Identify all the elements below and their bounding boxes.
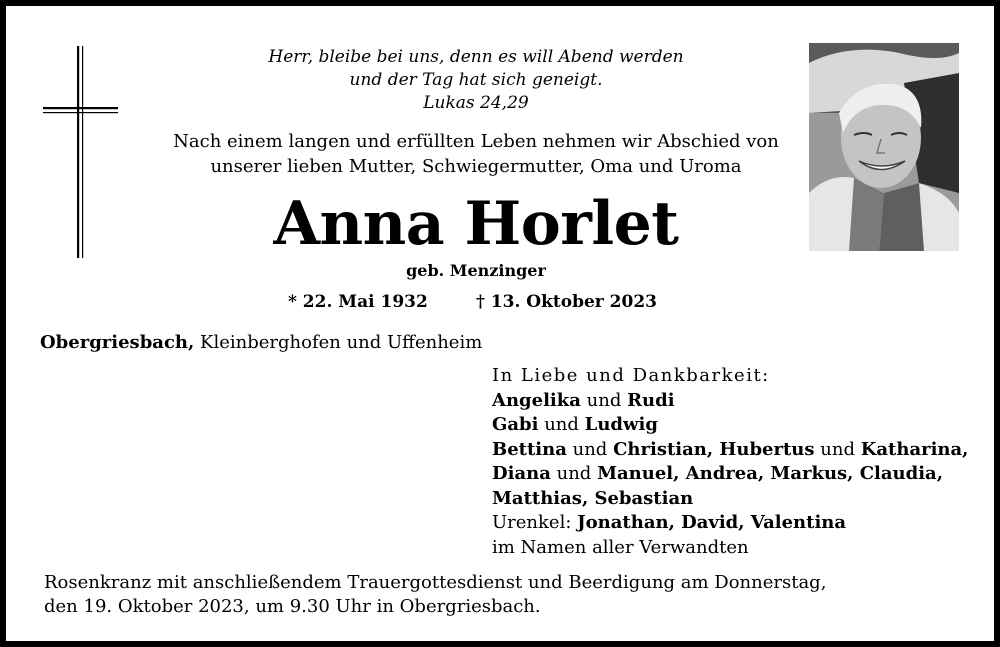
other-places: Kleinberghofen und Uffenheim [200, 332, 483, 353]
family-member: Angelika [492, 389, 581, 411]
verse-line-1: Herr, bleibe bei uns, denn es will Abend werden [268, 47, 684, 67]
intro-line-1: Nach einem langen und erfüllten Leben nehmen wir Abschied von [173, 131, 779, 152]
family-member: Matthias, Sebastian [492, 487, 694, 509]
deceased-name: Anna Horlet [273, 189, 679, 259]
portrait-graphic [809, 43, 959, 251]
service-line-1: Rosenkranz mit anschließendem Trauergottesdienst und Beerdigung am Donnerstag, [44, 572, 827, 593]
places-line [40, 331, 482, 355]
verse-line-2: und der Tag hat sich geneigt. [349, 70, 603, 90]
family-line-1 [492, 389, 968, 414]
conjunction: und [556, 463, 592, 484]
family-member: Diana [492, 463, 551, 484]
conjunction: und [544, 414, 579, 435]
portrait-photo [809, 43, 959, 251]
maiden-name: geb. Menzinger [406, 261, 546, 280]
family-line-4 [492, 462, 968, 487]
great-grandchildren-line [492, 511, 968, 536]
family-closing: im Namen aller Verwandten [492, 536, 749, 558]
obituary-notice [6, 6, 994, 641]
family-list [492, 364, 968, 560]
family-member: Christian, Hubertus [613, 438, 815, 460]
service-info [44, 571, 826, 619]
intro-text [106, 129, 846, 179]
death-date: † 13. Oktober 2023 [476, 292, 657, 312]
verse-reference: Lukas 24,29 [423, 93, 529, 113]
great-grandchildren-label: Urenkel: [492, 512, 572, 533]
bible-verse [156, 46, 796, 115]
family-line-2 [492, 413, 968, 438]
family-member: Gabi [492, 414, 539, 435]
family-member: Ludwig [584, 414, 658, 435]
conjunction: und [586, 389, 622, 411]
family-line-5 [492, 487, 968, 512]
family-line-3 [492, 438, 968, 463]
family-member: Rudi [627, 389, 675, 411]
intro-line-2: unserer lieben Mutter, Schwiegermutter, Oma und Uroma [210, 156, 742, 177]
family-member: Bettina [492, 438, 567, 460]
birth-date: * 22. Mai 1932 [288, 292, 428, 312]
conjunction: und [572, 438, 608, 460]
main-place: Obergriesbach, [40, 332, 195, 353]
family-heading: In Liebe und Dankbarkeit: [492, 365, 770, 386]
service-line-2: den 19. Oktober 2023, um 9.30 Uhr in Obergriesbach. [44, 596, 541, 617]
family-member: Manuel, Andrea, Markus, Claudia, [597, 463, 943, 484]
conjunction: und [820, 438, 855, 460]
family-member: Katharina, [860, 438, 969, 460]
great-grandchildren-names: Jonathan, David, Valentina [577, 512, 847, 533]
